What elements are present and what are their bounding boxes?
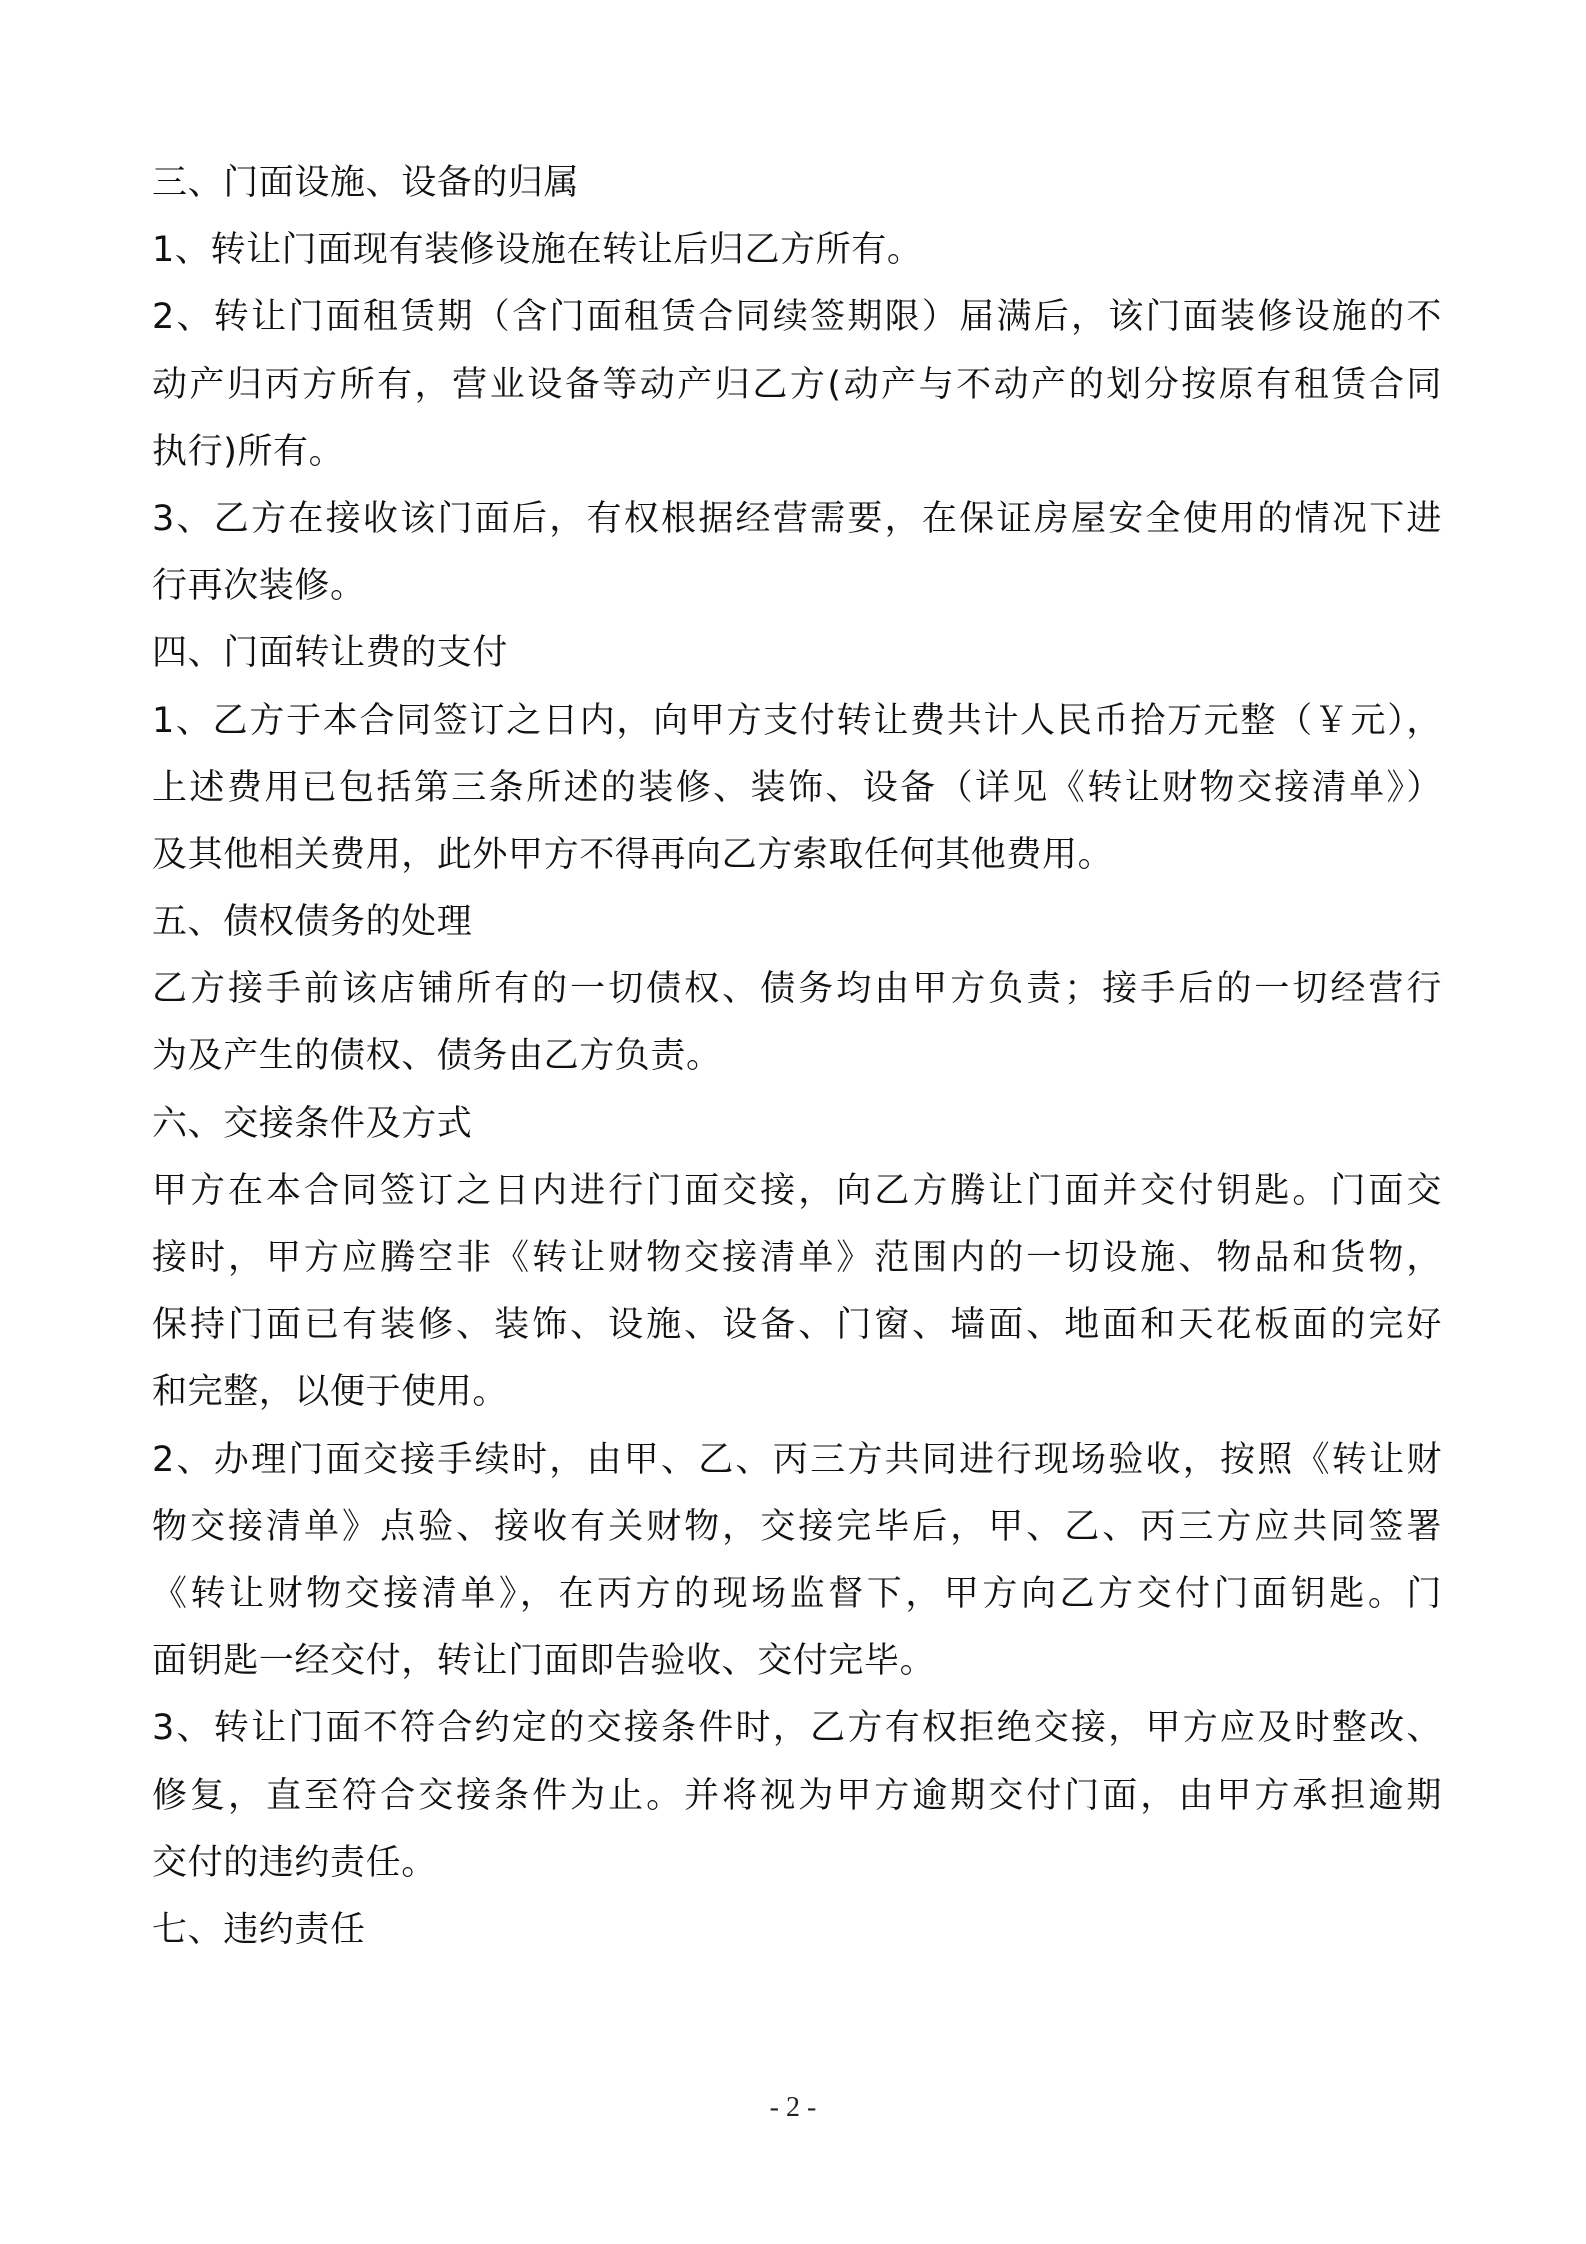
text-line: 行再次装修。 [152,566,366,607]
section-heading-facilities: 三、门面设施、设备的归属 [152,163,580,203]
contract-body [152,150,1442,1964]
section-heading-payment: 四、门面转让费的支付 [152,633,509,674]
text-line: 修复，直至符合交接条件为止。并将视为甲方逾期交付门面，由甲方承担逾期 [152,1775,1442,1816]
section-heading-handover: 六、交接条件及方式 [152,1103,473,1144]
text-line: 执行)所有。 [152,431,345,472]
section-heading-liability: 七、违约责任 [152,1909,366,1950]
text-line: 甲方在本合同签订之日内进行门面交接，向乙方腾让门面并交付钥匙。门面交 [152,1170,1442,1211]
text-line: 为及产生的债权、债务由乙方负责。 [152,1036,722,1077]
text-line: 保持门面已有装修、装饰、设施、设备、门窗、墙面、地面和天花板面的完好 [152,1305,1442,1346]
text-line: 面钥匙一经交付，转让门面即告验收、交付完毕。 [152,1641,936,1682]
text-line: 乙方接手前该店铺所有的一切债权、债务均由甲方负责；接手后的一切经营行 [152,969,1442,1010]
text-line: 上述费用已包括第三条所述的装修、装饰、设备（详见《转让财物交接清单》） [152,767,1442,808]
text-line: 2、转让门面租赁期（含门面租赁合同续签期限）届满后，该门面装修设施的不 [152,297,1442,338]
text-line: 交付的违约责任。 [152,1842,437,1883]
text-line: 接时，甲方应腾空非《转让财物交接清单》范围内的一切设施、物品和货物， [152,1238,1442,1278]
text-line: 1、转让门面现有装修设施在转让后归乙方所有。 [152,230,923,271]
text-line: 和完整，以便于使用。 [152,1372,509,1413]
text-line: 动产归丙方所有，营业设备等动产归乙方(动产与不动产的划分按原有租赁合同 [152,364,1442,405]
page-number: - 2 - [769,2092,817,2123]
text-line: 物交接清单》点验、接收有关财物，交接完毕后，甲、乙、丙三方应共同签署 [152,1506,1442,1547]
text-line: 3、转让门面不符合约定的交接条件时，乙方有权拒绝交接，甲方应及时整改、 [152,1708,1442,1749]
text-line: 《转让财物交接清单》，在丙方的现场监督下，甲方向乙方交付门面钥匙。门 [152,1573,1442,1614]
text-line: 及其他相关费用，此外甲方不得再向乙方索取任何其他费用。 [152,834,1114,875]
text-line: 1、乙方于本合同签订之日内，向甲方支付转让费共计人民币拾万元整（￥元）， [152,700,1442,741]
text-line: 3、乙方在接收该门面后，有权根据经营需要，在保证房屋安全使用的情况下进 [152,498,1442,539]
text-line: 2、办理门面交接手续时，由甲、乙、丙三方共同进行现场验收，按照《转让财 [152,1439,1442,1480]
section-heading-debts: 五、债权债务的处理 [152,902,473,943]
